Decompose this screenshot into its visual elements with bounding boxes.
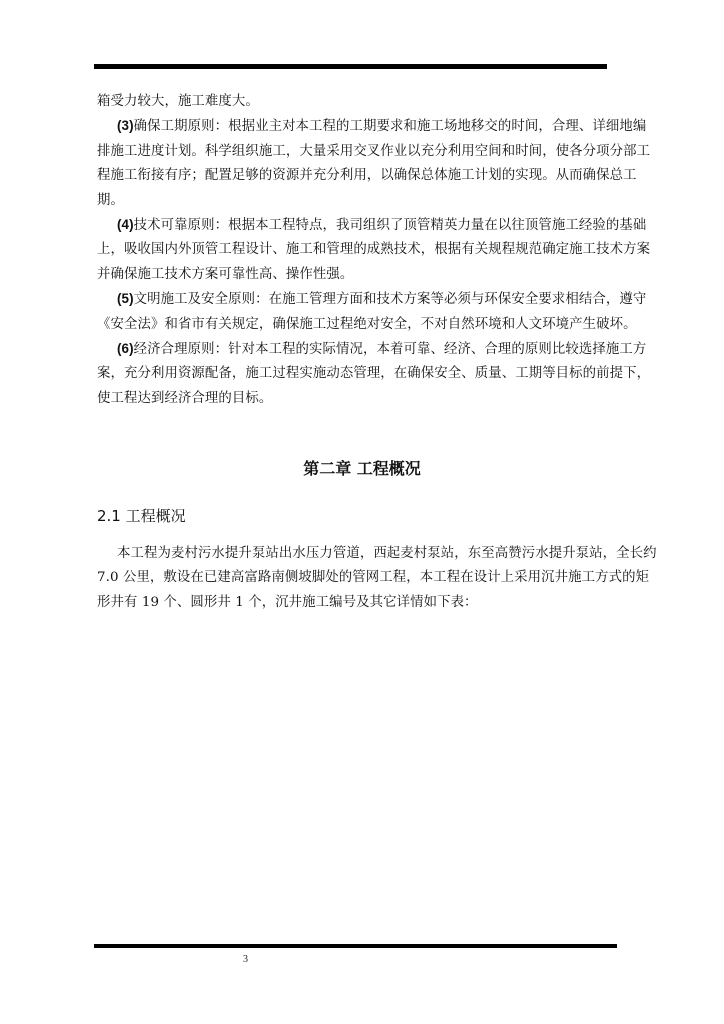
- paragraph-text: 确保工期原则：根据业主对本工程的工期要求和施工场地移交的时间，合理、详细地编排施工进度计划。科学组织施工，大量采用交叉作业以充分利用空间和时间，使各分项分部工程施工衔接有序；配置足够的资源并充分利用，以确保总体施工计划的实现。从而确保总工期。: [97, 119, 651, 208]
- footer-rule: [94, 944, 617, 948]
- paragraph-text: 文明施工及安全原则：在施工管理方面和技术方案等必须与环保安全要求相结合，遵守《安全法》和省市有关规定，确保施工过程绝对安全，不对自然环境和人文环境产生破坏。: [97, 292, 647, 332]
- paragraph-text: 经济合理原则：针对本工程的实际情况，本着可靠、经济、合理的原则比较选择施工方案，充分利用资源配备，施工过程实施动态管理，在确保安全、质量、工期等目标的前提下，使工程达到经济合理的目标。: [97, 342, 651, 406]
- paragraph: [97, 337, 657, 411]
- page-number: 3: [243, 954, 248, 965]
- paragraph: [97, 90, 657, 114]
- paragraph: [97, 287, 657, 337]
- section-heading: 2.1 工程概况: [97, 507, 186, 525]
- item-number: (6): [117, 341, 134, 357]
- paragraph: [97, 114, 657, 213]
- principles-section: [97, 90, 657, 411]
- paragraph-text: 技术可靠原则：根据本工程特点，我司组织了顶管精英力量在以往顶管施工经验的基础上，吸收国内外顶管工程设计、施工和管理的成熟技术，根据有关规程规范确定施工技术方案并确保施工技术方案可靠性高、操作性强。: [97, 218, 651, 282]
- chapter-title: 第二章 工程概况: [303, 459, 421, 478]
- header-rule: [94, 64, 607, 69]
- overview-section: [97, 542, 657, 615]
- item-number: (3): [117, 118, 134, 134]
- item-number: (4): [117, 217, 134, 233]
- paragraph-text: 箱受力较大，施工难度大。: [97, 94, 259, 109]
- paragraph-text: 本工程为麦村污水提升泵站出水压力管道，西起麦村泵站，东至高赞污水提升泵站，全长约 7.0 公里，敷设在已建高富路南侧坡脚处的管网工程，本工程在设计上采用沉井施工方式的矩形井有 19 个、圆形井 1 个，沉井施工编号及其它详情如下表：: [97, 546, 657, 610]
- item-number: (5): [117, 291, 134, 307]
- paragraph: [97, 542, 657, 615]
- paragraph: [97, 213, 657, 287]
